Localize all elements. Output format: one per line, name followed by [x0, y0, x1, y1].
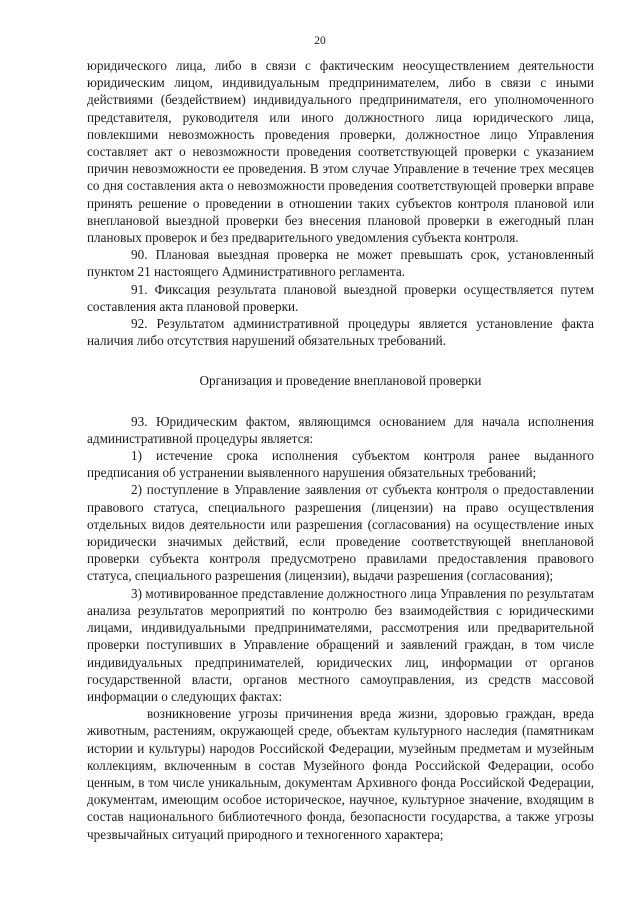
section-heading: Организация и проведение внеплановой проверки [199, 373, 482, 389]
paragraph-93: 93. Юридическим фактом, являющимся основанием для начала исполнения административной процедуры является: [87, 413, 594, 446]
list-subitem-threat: возникновение угрозы причинения вреда жизни, здоровью граждан, вреда животным, растениям, окружающей среде, объектам культурного наследия (памятникам истории и культуры) народов Российской Федерации, музейным предметам и музейным коллекциям, включенным в состав Музейного фонда Российской Федерации, особо ценным, в том числе уникальным, документам Архивного фонда Российской Федерации, документам, имеющим особое историческое, научное, культурное значение, входящим в состав национального библиотечного фонда, безопасности государства, а также угрозы чрезвычайных ситуаций природного и техногенного характера; [87, 706, 594, 842]
list-item-3: 3) мотивированное представление должностного лица Управления по результатам анализа результатов мероприятий по контролю без взаимодействия с юридическими лицами, индивидуальными предпринимателями, рассмотрения или предварительной проверки поступивших в Управление обращений и заявлений граждан, в том числе индивидуальных предпринимателей, юридических лиц, информации от органов государственной власти, органов местного самоуправления, из средств массовой информации о следующих фактах: [87, 585, 594, 704]
document-body [87, 57, 594, 843]
page-number: 20 [314, 35, 326, 47]
list-item-2: 2) поступление в Управление заявления от субъекта контроля о предоставлении правового статуса, специального разрешения (лицензии) на право осуществления отдельных видов деятельности или разрешения (согласования) на осуществление иных юридически значимых действий, если проведение соответствующей внеплановой проверки субъекта контроля предусмотрено правилами предоставления правового статуса, специального разрешения (лицензии), выдачи разрешения (согласования); [87, 482, 594, 584]
paragraph-continuation: юридического лица, либо в связи с фактическим неосуществлением деятельности юридическим лицом, индивидуальным предпринимателем, либо в связи с иными действиями (бездействием) индивидуального предпринимателя, его уполномоченного представителя, руководителя или иного должностного лица юридического лица, повлекшими невозможность проведения проверки, должностное лицо Управления составляет акт о невозможности проведения соответствующей проверки с указанием причин невозможности ее проведения. В этом случае Управление в течение трех месяцев со дня составления акта о невозможности проведения соответствующей проверки вправе принять решение о проведении в отношении таких субъектов контроля плановой или внеплановой выездной проверки без внесения плановой проверки в ежегодный план плановых проверок и без предварительного уведомления субъекта контроля. [87, 58, 594, 246]
paragraph-91: 91. Фиксация результата плановой выездной проверки осуществляется путем составления акта плановой проверки. [87, 281, 594, 314]
paragraph-90: 90. Плановая выездная проверка не может превышать срок, установленный пунктом 21 настоящего Административного регламента. [87, 247, 594, 280]
paragraph-92: 92. Результатом административной процедуры является установление факта наличия либо отсутствия нарушений обязательных требований. [87, 316, 594, 349]
list-item-1: 1) истечение срока исполнения субъектом контроля ранее выданного предписания об устранении выявленного нарушения обязательных требований; [87, 448, 594, 481]
